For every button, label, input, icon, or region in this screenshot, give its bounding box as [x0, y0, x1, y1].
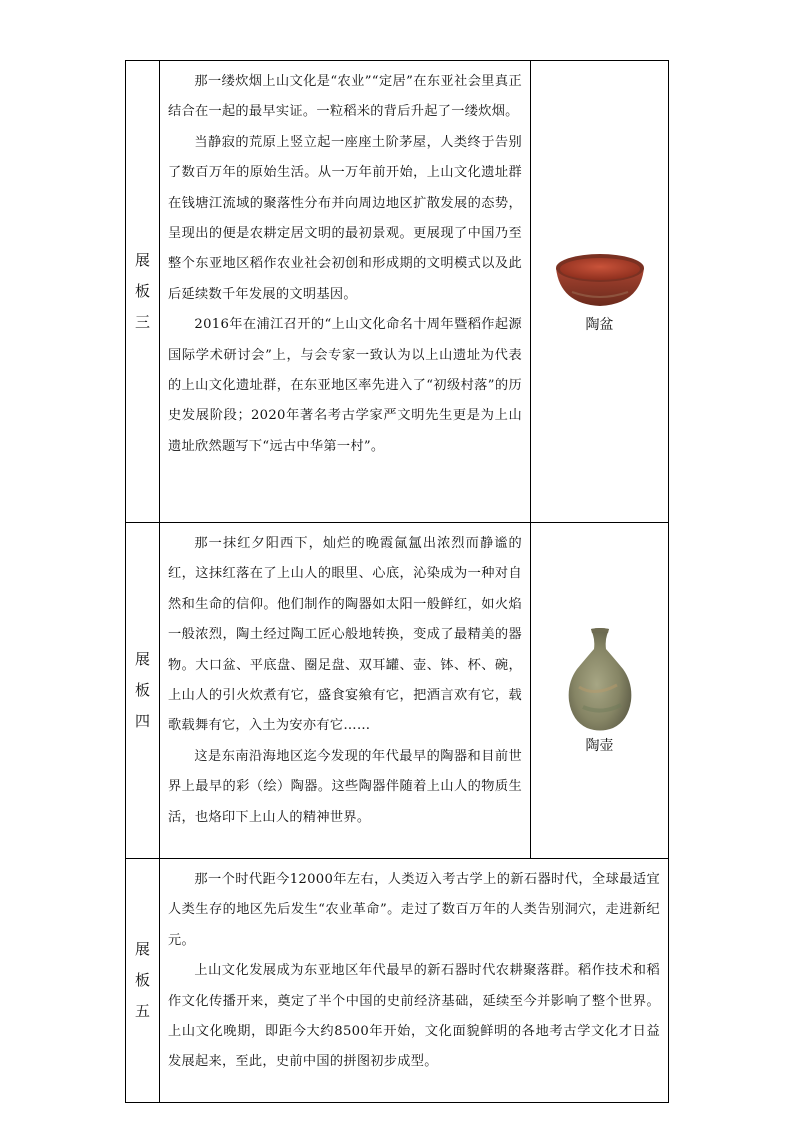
- board-text-5: [160, 859, 669, 1103]
- board-image-4: [531, 523, 669, 859]
- image-caption: 陶盆: [585, 316, 614, 333]
- board-text-4: [160, 523, 531, 859]
- image-caption: 陶壶: [585, 737, 614, 754]
- board-label-char: 板: [134, 971, 150, 989]
- board-label-char: 四: [134, 712, 150, 730]
- paragraph: 当静寂的荒原上竖立起一座座土阶茅屋，人类终于告别了数百万年的原始生活。从一万年前开始，上山文化遗址群在钱塘江流域的聚落性分布并向周边地区扩散发展的态势，呈现出的便是农耕定居文明的最初景观。更展现了中国乃至整个东亚地区稻作农业社会初创和形成期的文明模式以及此后延续数千年发展的文明基因。: [168, 134, 522, 302]
- paragraph: 上山文化发展成为东亚地区年代最早的新石器时代农耕聚落群。稻作技术和稻作文化传播开来，奠定了半个中国的史前经济基础，延续至今并影响了整个世界。上山文化晚期，即距今大约8500年开始，文化面貌鲜明的各地考古学文化才日益发展起来，至此，史前中国的拼图初步成型。: [168, 963, 660, 1070]
- board-row-5: [126, 859, 669, 1103]
- board-label-char: 展: [134, 251, 150, 269]
- board-label-char: 板: [134, 282, 150, 300]
- paragraph: 那一个时代距今12000年左右，人类迈入考古学上的新石器时代，全球最适宜人类生存的地区先后发生“农业革命”。走过了数百万年的人类告别洞穴，走进新纪元。: [168, 872, 660, 948]
- board-label-char: 五: [134, 1002, 150, 1020]
- pottery-bowl-image: [552, 250, 648, 310]
- exhibit-table: [125, 60, 669, 1103]
- board-label-5: [126, 859, 160, 1103]
- paragraph: 那一抹红夕阳西下，灿烂的晚霞氤氲出浓烈而静谧的红，这抹红落在了上山人的眼里、心底，沁染成为一种对自然和生命的信仰。他们制作的陶器如太阳一般鲜红，如火焰一般浓烈，陶土经过陶工匠心般地转换，变成了最精美的器物。大口盆、平底盘、圈足盘、双耳罐、壶、钵、杯、碗，上山人的引火炊煮有它，盛食宴飨有它，把酒言欢有它，载歌载舞有它，入土为安亦有它……: [168, 536, 522, 734]
- board-label-char: 展: [134, 650, 150, 668]
- paragraph: 那一缕炊烟上山文化是“农业”“定居”在东亚社会里真正结合在一起的最早实证。一粒稻米的背后升起了一缕炊烟。: [168, 74, 522, 120]
- paragraph: 2016年在浦江召开的“上山文化命名十周年暨稻作起源国际学术研讨会”上，与会专家一致认为以上山遗址为代表的上山文化遗址群，在东亚地区率先进入了“初级村落”的历史发展阶段；2020年著名考古学家严文明先生更是为上山遗址欣然题写下“远古中华第一村”。: [168, 317, 522, 454]
- board-label-char: 展: [134, 940, 150, 958]
- board-row-4: [126, 523, 669, 859]
- board-row-3: [126, 61, 669, 523]
- board-label-3: [126, 61, 160, 523]
- board-label-4: [126, 523, 160, 859]
- board-label-char: 板: [134, 681, 150, 699]
- paragraph: 这是东南沿海地区迄今发现的年代最早的陶器和目前世界上最早的彩（绘）陶器。这些陶器伴随着上山人的物质生活，也烙印下上山人的精神世界。: [168, 748, 522, 825]
- board-label-char: 三: [134, 313, 150, 331]
- board-text-3: [160, 61, 531, 523]
- board-image-3: [531, 61, 669, 523]
- pottery-vase-image: [565, 627, 635, 731]
